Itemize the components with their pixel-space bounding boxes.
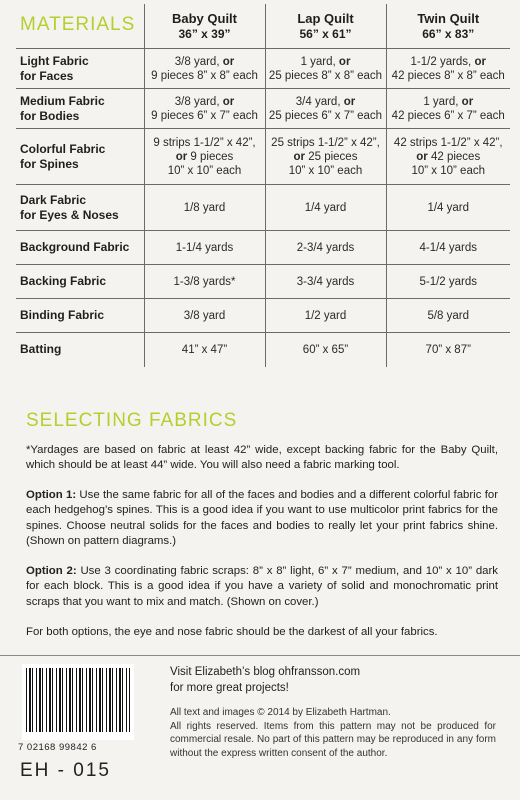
row-label-line: Backing Fabric — [20, 274, 107, 288]
or-word: or — [461, 95, 474, 108]
quantity-line — [390, 150, 508, 164]
materials-table — [16, 4, 510, 367]
quantity-cell — [265, 265, 386, 299]
materials-row — [16, 49, 510, 89]
quantity-cell — [265, 231, 386, 265]
quantity-cell — [265, 299, 386, 333]
quantity-text: 60” x 65” — [302, 343, 349, 356]
materials-row — [16, 333, 510, 367]
materials-row — [16, 129, 510, 185]
option-1-paragraph — [26, 488, 498, 550]
quantity-cell — [144, 299, 265, 333]
quantity-text: 3/8 yard — [183, 309, 226, 322]
row-label-line: Batting — [20, 342, 62, 357]
quantity-text: 5-1/2 yards — [419, 275, 478, 288]
row-label-line: Light Fabric — [20, 53, 89, 68]
col-name: Twin Quilt — [417, 10, 480, 26]
col-size: 36” x 39” — [178, 26, 231, 41]
quantity-line — [148, 150, 262, 164]
blog-line-1: Visit Elizabeth’s blog ohfransson.com — [170, 666, 361, 678]
quantity-text: 25 pieces — [305, 150, 358, 163]
quantity-text: 70” x 87” — [425, 343, 471, 356]
row-label-line: Binding Fabric — [20, 308, 104, 322]
row-label-line: for Faces — [20, 68, 74, 83]
row-label-line: for Spines — [20, 156, 79, 171]
quantity-line: 25 pieces 8” x 8” each — [268, 69, 383, 82]
quantity-line — [390, 95, 508, 109]
materials-row — [16, 265, 510, 299]
materials-row — [16, 89, 510, 129]
quantity-text: 1/4 yard — [304, 201, 347, 214]
quantity-line: 25 strips 1-1/2” x 42”, — [271, 136, 380, 149]
blog-promo — [170, 664, 490, 696]
col-size: 66” x 83” — [422, 26, 475, 41]
quantity-text: 41” x 47” — [181, 343, 228, 356]
col-header-baby — [144, 4, 265, 49]
option-1-label: Option 1: — [26, 489, 77, 501]
quantity-line: 9 pieces 6” x 7” each — [151, 109, 258, 122]
materials-title-cell — [16, 4, 144, 49]
or-word: or — [175, 150, 188, 163]
quantity-text: 3/4 yard, — [295, 95, 344, 108]
quantity-line: 10” x 10” each — [411, 164, 485, 177]
pattern-code: EH - 015 — [20, 760, 111, 781]
or-word: or — [293, 150, 306, 163]
quantity-cell — [265, 129, 386, 185]
quantity-cell — [386, 89, 510, 129]
quantity-line: 10” x 10” each — [288, 164, 363, 177]
or-word: or — [474, 55, 486, 68]
option-2-label: Option 2: — [26, 565, 77, 577]
quantity-line — [148, 95, 262, 109]
materials-row — [16, 231, 510, 265]
col-name: Baby Quilt — [171, 10, 237, 26]
row-label — [16, 333, 144, 367]
row-label — [16, 49, 144, 89]
quantity-text: 1-1/4 yards — [175, 241, 234, 254]
quantity-line — [269, 95, 383, 109]
barcode-number: 7 02168 99842 6 — [18, 742, 97, 753]
quantity-cell — [144, 89, 265, 129]
quantity-text: 1/8 yard — [183, 201, 226, 214]
option-1-text: Use the same fabric for all of the faces and bodies and a different colorful fabric for each hedgehog’s spines. This is a good idea if you want to use multicolor print fabrics for the spines. Choose neutral solids for the faces and bodies to really let your print fabrics shine. (Shown on pattern diagrams.) — [26, 489, 499, 548]
footer-divider — [0, 655, 520, 656]
selecting-fabrics-title: SELECTING FABRICS — [26, 410, 238, 431]
row-label — [16, 299, 144, 333]
or-word: or — [222, 55, 235, 68]
quantity-line: 9 strips 1-1/2” x 42”, — [153, 136, 256, 149]
quantity-text: 3/8 yard, — [174, 55, 223, 68]
row-label — [16, 231, 144, 265]
quantity-text: 5/8 yard — [427, 309, 470, 322]
row-label-line: Colorful Fabric — [20, 141, 106, 156]
option-2-paragraph — [26, 564, 498, 610]
blog-line-2: for more great projects! — [170, 682, 289, 694]
col-size: 56” x 61” — [299, 26, 352, 41]
quantity-cell — [265, 185, 386, 231]
quantity-cell — [265, 89, 386, 129]
row-label-line: Background Fabric — [20, 240, 130, 254]
row-label — [16, 265, 144, 299]
row-label — [16, 89, 144, 129]
col-name: Lap Quilt — [297, 10, 354, 26]
quantity-cell — [144, 231, 265, 265]
col-header-twin — [386, 4, 510, 49]
quantity-cell — [386, 49, 510, 89]
quantity-line: 42 strips 1-1/2” x 42”, — [393, 136, 503, 149]
quantity-text: 9 pieces — [187, 150, 234, 163]
quantity-cell — [386, 265, 510, 299]
materials-row — [16, 299, 510, 333]
quantity-text: 1 yard, — [300, 55, 339, 68]
quantity-text: 4-1/4 yards — [419, 241, 478, 254]
quantity-cell — [144, 185, 265, 231]
rights-text: All rights reserved. Items from this pattern may not be produced for commercial resale. No part of this pattern may be reproduced in any form without the express written consent of the author. — [170, 720, 496, 759]
quantity-line — [269, 150, 383, 164]
quantity-text: 42 pieces — [427, 150, 481, 163]
row-label — [16, 185, 144, 231]
quantity-cell — [265, 333, 386, 367]
quantity-cell — [144, 49, 265, 89]
quantity-text: 1/2 yard — [304, 309, 347, 322]
quantity-text: 1-3/8 yards* — [173, 275, 236, 288]
copyright-line: All text and images © 2014 by Elizabeth Hartman. — [170, 707, 391, 718]
quantity-line: 9 pieces 8” x 8” each — [151, 69, 258, 82]
quantity-cell — [386, 185, 510, 231]
quantity-cell — [144, 333, 265, 367]
quantity-text: 1/4 yard — [427, 201, 470, 214]
quantity-text: 3/8 yard, — [174, 95, 223, 108]
quantity-text: 3-3/4 yards — [296, 275, 355, 288]
materials-body — [16, 49, 510, 367]
quantity-cell — [144, 265, 265, 299]
quantity-line — [390, 55, 508, 69]
materials-title: MATERIALS — [20, 14, 136, 35]
row-label-line: Dark Fabric — [20, 192, 87, 207]
materials-header-row — [16, 4, 510, 49]
quantity-cell — [386, 129, 510, 185]
barcode-icon — [26, 668, 130, 732]
quantity-cell — [386, 299, 510, 333]
materials-row — [16, 185, 510, 231]
quantity-line: 25 pieces 6” x 7” each — [268, 109, 383, 122]
quantity-cell — [386, 333, 510, 367]
or-word: or — [416, 150, 428, 163]
or-word: or — [343, 95, 356, 108]
option-2-text: Use 3 coordinating fabric scraps: 8” x 8” light, 6” x 7” medium, and 10” x 10” dark for each block. This is a good idea if you have a variety of solid and monochromatic print scraps that you want to mix and match. (Shown on cover.) — [26, 565, 499, 608]
row-label — [16, 129, 144, 185]
row-label-line: Medium Fabric — [20, 93, 105, 108]
quantity-line: 42 pieces 8” x 8” each — [391, 69, 505, 82]
quantity-text: 1 yard, — [423, 95, 462, 108]
or-word: or — [338, 55, 351, 68]
quantity-cell — [265, 49, 386, 89]
quantity-line — [148, 55, 262, 69]
quantity-line: 42 pieces 6” x 7” each — [391, 109, 505, 122]
quantity-text: 2-3/4 yards — [296, 241, 355, 254]
row-label-line: for Eyes & Noses — [20, 207, 119, 222]
quantity-cell — [386, 231, 510, 265]
row-label-line: for Bodies — [20, 108, 80, 123]
col-header-lap — [265, 4, 386, 49]
closing-note: For both options, the eye and nose fabric should be the darkest of all your fabrics. — [26, 626, 438, 638]
quantity-cell — [144, 129, 265, 185]
yardage-note: *Yardages are based on fabric at least 42” wide, except backing fabric for the Baby Quilt, which should be at least 44” wide. You will also need a fabric marking tool. — [26, 444, 498, 472]
quantity-line — [269, 55, 383, 69]
quantity-text: 1-1/2 yards, — [410, 55, 475, 68]
quantity-line: 10” x 10” each — [167, 164, 242, 177]
copyright-block — [170, 706, 496, 760]
or-word: or — [222, 95, 235, 108]
